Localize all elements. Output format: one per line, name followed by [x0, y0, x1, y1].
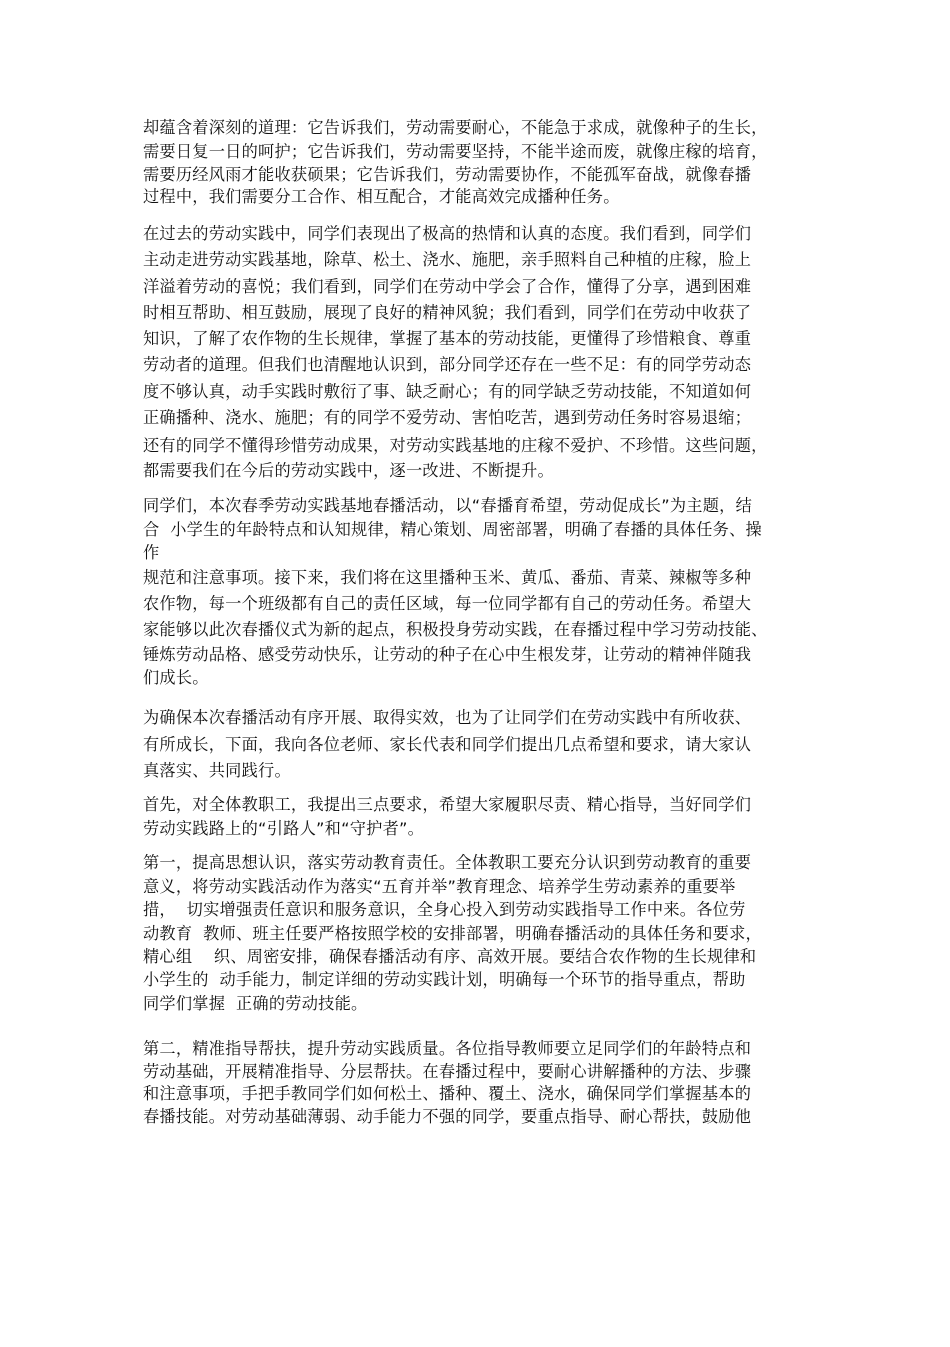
paragraph-2-line-2: 主动走进劳动实践基地，除草、松土、浇水、施肥，亲手照料自己种植的庄稼，脸上 [143, 250, 752, 269]
paragraph-7-line-3: 和注意事项，手把手教同学们如何松土、播种、覆土、浇水，确保同学们掌握基本的 [143, 1084, 752, 1103]
paragraph-1-line-2: 需要日复一日的呵护；它告诉我们，劳动需要坚持，不能半途而废，就像庄稼的培育， [143, 142, 768, 161]
paragraph-5-line-1: 首先，对全体教职工，我提出三点要求，希望大家履职尽责、精心指导，当好同学们 [143, 795, 752, 814]
paragraph-6-line-3: 措， 切实增强责任意识和服务意识，全身心投入到劳动实践指导工作中来。各位劳 [143, 900, 746, 919]
paragraph-2-line-4: 时相互帮助、相互鼓励，展现了良好的精神风貌；我们看到，同学们在劳动中收获了 [143, 303, 752, 322]
paragraph-2-line-6: 劳动者的道理。但我们也清醒地认识到，部分同学还存在一些不足：有的同学劳动态 [143, 355, 752, 374]
paragraph-2-line-5: 知识，了解了农作物的生长规律，掌握了基本的劳动技能，更懂得了珍惜粮食、尊重 [143, 329, 752, 348]
paragraph-2-line-10: 都需要我们在今后的劳动实践中，逐一改进、不断提升。 [143, 461, 554, 480]
paragraph-2-line-7: 度不够认真，动手实践时敷衍了事、缺乏耐心；有的同学缺乏劳动技能，不知道如何 [143, 382, 752, 401]
paragraph-3-line-1: 同学们，本次春季劳动实践基地春播活动，以“春播育希望，劳动促成长”为主题，结 [143, 496, 753, 515]
paragraph-6-line-5: 精心组 织、周密安排，确保春播活动有序、高效开展。要结合农作物的生长规律和 [143, 947, 757, 966]
paragraph-6-line-6: 小学生的 动手能力，制定详细的劳动实践计划，明确每一个环节的指导重点，帮助 [143, 970, 746, 989]
paragraph-1-line-3: 需要历经风雨才能收获硕果；它告诉我们，劳动需要协作，不能孤军奋战，就像春播 [143, 165, 752, 184]
paragraph-1-line-1: 却蕴含着深刻的道理：它告诉我们，劳动需要耐心，不能急于求成，就像种子的生长， [143, 118, 768, 137]
paragraph-1-line-4: 过程中，我们需要分工合作、相互配合，才能高效完成播种任务。 [143, 187, 620, 206]
paragraph-5-line-2: 劳动实践路上的“引路人”和“守护者”。 [143, 819, 425, 838]
paragraph-3-line-6: 家能够以此次春播仪式为新的起点，积极投身劳动实践，在春播过程中学习劳动技能、 [143, 620, 768, 639]
paragraph-6-line-4: 动教育 教师、班主任要严格按照学校的安排部署，明确春播活动的具体任务和要求， [143, 924, 762, 943]
paragraph-3-line-3: 作 [143, 543, 160, 562]
paragraph-3-line-4: 规范和注意事项。接下来，我们将在这里播种玉米、黄瓜、番茄、青菜、辣椒等多种 [143, 568, 752, 587]
paragraph-2-line-9: 还有的同学不懂得珍惜劳动成果，对劳动实践基地的庄稼不爱护、不珍惜。这些问题， [143, 436, 768, 455]
paragraph-3-line-5: 农作物，每一个班级都有自己的责任区域，每一位同学都有自己的劳动任务。希望大 [143, 594, 752, 613]
paragraph-7-line-1: 第二，精准指导帮扶，提升劳动实践质量。各位指导教师要立足同学们的年龄特点和 [143, 1039, 752, 1058]
paragraph-4-line-3: 真落实、共同践行。 [143, 761, 291, 780]
paragraph-2-line-3: 洋溢着劳动的喜悦；我们看到，同学们在劳动中学会了合作，懂得了分享，遇到困难 [143, 277, 752, 296]
paragraph-4-line-1: 为确保本次春播活动有序开展、取得实效，也为了让同学们在劳动实践中有所收获、 [143, 708, 752, 727]
paragraph-6-line-1: 第一，提高思想认识，落实劳动教育责任。全体教职工要充分认识到劳动教育的重要 [143, 853, 752, 872]
paragraph-2-line-8: 正确播种、浇水、施肥；有的同学不爱劳动、害怕吃苦，遇到劳动任务时容易退缩； [143, 408, 752, 427]
paragraph-4-line-2: 有所成长，下面，我向各位老师、家长代表和同学们提出几点希望和要求，请大家认 [143, 735, 752, 754]
paragraph-7-line-2: 劳动基础，开展精准指导、分层帮扶。在春播过程中，要耐心讲解播种的方法、步骤 [143, 1062, 752, 1081]
paragraph-3-line-8: 们成长。 [143, 668, 209, 687]
paragraph-7-line-4: 春播技能。对劳动基础薄弱、动手能力不强的同学，要重点指导、耐心帮扶，鼓励他 [143, 1107, 752, 1126]
paragraph-6-line-7: 同学们掌握 正确的劳动技能。 [143, 994, 368, 1013]
paragraph-6-line-2: 意义，将劳动实践活动作为落实“五育并举”教育理念、培养学生劳动素养的重要举 [143, 877, 736, 896]
paragraph-2-line-1: 在过去的劳动实践中，同学们表现出了极高的热情和认真的态度。我们看到，同学们 [143, 224, 752, 243]
paragraph-3-line-7: 锤炼劳动品格、感受劳动快乐，让劳动的种子在心中生根发芽，让劳动的精神伴随我 [143, 645, 752, 664]
paragraph-3-line-2: 合 小学生的年龄特点和认知规律，精心策划、周密部署，明确了春播的具体任务、操 [143, 520, 762, 539]
